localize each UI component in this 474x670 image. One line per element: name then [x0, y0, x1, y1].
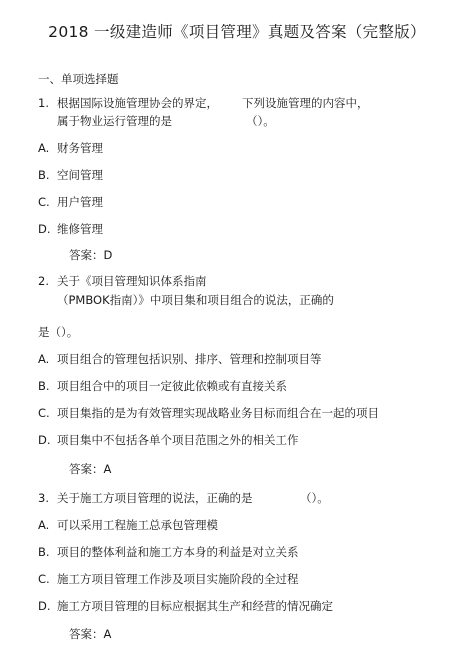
option-text: 施工方项目管理的目标应根据其生产和经营的情况确定 — [57, 599, 333, 613]
question-stem-line: 关于《项目管理知识体系指南 — [57, 274, 207, 288]
document-title: 2018 一级建造师《项目管理》真题及答案（完整版） — [48, 23, 426, 41]
option-text: 空间管理 — [57, 168, 103, 182]
option-text: 项目集指的是为有效管理实现战略业务目标而组合在一起的项目 — [57, 406, 379, 420]
question-stem-line: 根据国际设施管理协会的界定， — [57, 96, 218, 110]
option-text: 维修管理 — [57, 222, 103, 236]
answer-line: 答案：A — [69, 462, 112, 476]
option-letter: A. — [38, 141, 50, 155]
question-stem-line: （PMBOK指南）》中项目集和项目组合的说法，正确的 — [57, 293, 334, 307]
question-number: 3. — [38, 491, 49, 505]
option-letter: A. — [38, 352, 50, 366]
question-stem-line: 关于施工方项目管理的说法，正确的是 — [57, 491, 253, 505]
option-letter: B. — [38, 545, 50, 559]
section-heading: 一、单项选择题 — [38, 72, 119, 86]
option-letter: D. — [38, 433, 51, 447]
option-letter: D. — [38, 599, 51, 613]
question-number: 2. — [38, 274, 49, 288]
option-text: 项目组合的管理包括识别、排序、管理和控制项目等 — [57, 352, 322, 366]
option-text: 项目组合中的项目一定彼此依赖或有直接关系 — [57, 379, 287, 393]
option-letter: B. — [38, 379, 50, 393]
question-number: 1. — [38, 96, 49, 110]
answer-line: 答案：D — [69, 248, 113, 262]
option-letter: A. — [38, 518, 50, 532]
option-text: 项目集中不包括各单个项目范围之外的相关工作 — [57, 433, 299, 447]
option-letter: C. — [38, 406, 50, 420]
question-stem-line: 下列设施管理的内容中， — [242, 96, 369, 110]
option-text: 可以采用工程施工总承包管理模 — [57, 518, 218, 532]
option-letter: D. — [38, 222, 51, 236]
option-text: 项目的整体利益和施工方本身的利益是对立关系 — [57, 545, 299, 559]
option-text: 用户管理 — [57, 195, 103, 209]
option-letter: B. — [38, 168, 50, 182]
option-letter: C. — [38, 572, 50, 586]
question-blank: （）。 — [300, 491, 329, 505]
question-stem-line: 属于物业运行管理的是 — [57, 114, 172, 128]
option-text: 施工方项目管理工作涉及项目实施阶段的全过程 — [57, 572, 299, 586]
question-stem-line: 是（）。 — [38, 325, 79, 339]
answer-line: 答案：A — [69, 627, 112, 641]
option-text: 财务管理 — [57, 141, 103, 155]
question-blank: （）。 — [246, 114, 275, 128]
option-letter: C. — [38, 195, 50, 209]
